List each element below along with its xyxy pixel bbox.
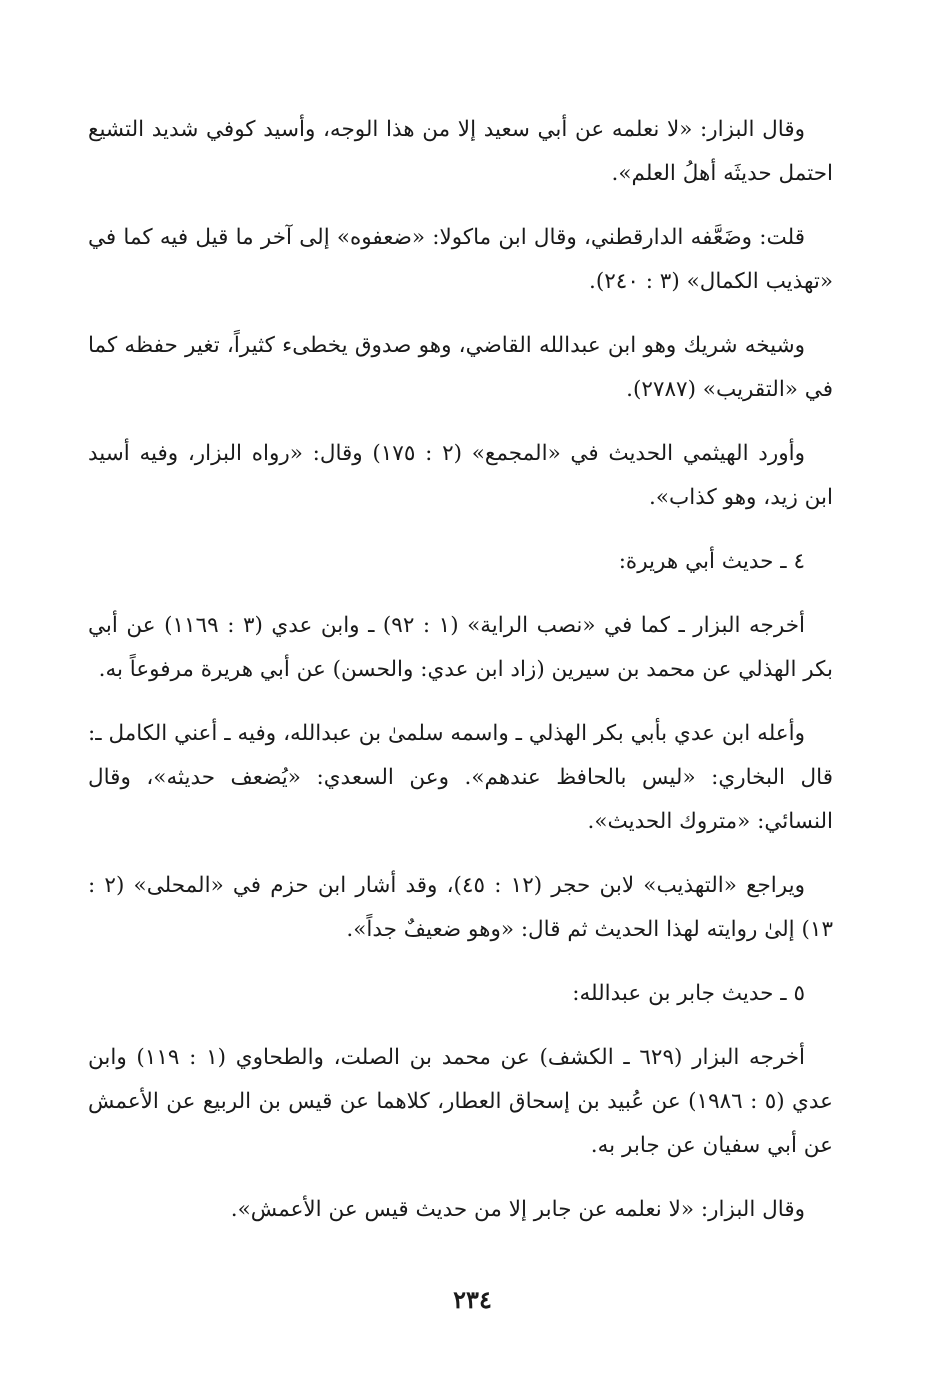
paragraph-daraqutni: قلت: وضَعَّفه الدارقطني، وقال ابن ماكولا: «ضعفوه» إلى آخر ما قيل فيه كما في «تهذيب الكمال» (٣ : ٢٤٠).	[88, 225, 833, 294]
paragraph-bazzar-quote: وقال البزار: «لا نعلمه عن أبي سعيد إلا من هذا الوجه، وأسيد كوفي شديد التشيع احتمل حديثَه أهلُ العلم».	[88, 117, 833, 186]
paragraph-haythami: وأورد الهيثمي الحديث في «المجمع» (٢ : ١٧٥) وقال: «رواه البزار، وفيه أسيد ابن زيد، وهو كذاب».	[88, 441, 833, 510]
paragraph-sharik: وشيخه شريك وهو ابن عبدالله القاضي، وهو صدوق يخطىء كثيراً، تغير حفظه كما في «التقريب» (٢٧٨٧).	[88, 333, 833, 402]
paragraph-takhrij-abu-hurayra: أخرجه البزار ـ كما في «نصب الراية» (١ : ٩٢) ـ وابن عدي (٣ : ١١٦٩) عن أبي بكر الهذلي عن محمد بن سيرين (زاد ابن عدي: والحسن) عن أبي هريرة مرفوعاً به.	[88, 613, 833, 682]
paragraph-bazzar-jabir: وقال البزار: «لا نعلمه عن جابر إلا من حديث قيس عن الأعمش».	[230, 1197, 805, 1222]
paragraph-takhrij-jabir: أخرجه البزار (٦٢٩ ـ الكشف) عن محمد بن الصلت، والطحاوي (١ : ١١٩) وابن عدي (٥ : ١٩٨٦) عن عُبيد بن إسحاق العطار، كلاهما عن قيس بن الربيع عن الأعمش عن أبي سفيان عن جابر به.	[88, 1045, 834, 1158]
paragraph-illa-hudhali: وأعله ابن عدي بأبي بكر الهذلي ـ واسمه سلمىٰ بن عبدالله، وفيه ـ أعني الكامل ـ: قال البخاري: «ليس بالحافظ عندهم». وعن السعدي: «يُضعف حديثه»، وقال النسائي: «متروك الحديث».	[88, 721, 833, 834]
page-number: ٢٣٤	[453, 1285, 492, 1314]
page-body	[88, 108, 833, 1252]
section-heading-jabir: ٥ ـ حديث جابر بن عبدالله:	[572, 981, 805, 1006]
paragraph-tahdhib-muhalla: ويراجع «التهذيب» لابن حجر (١٢ : ٤٥)، وقد أشار ابن حزم في «المحلى» (٢ : ١٣) إلىٰ روايته لهذا الحديث ثم قال: «وهو ضعيفٌ جداً».	[88, 873, 833, 942]
section-heading-abu-hurayra: ٤ ـ حديث أبي هريرة:	[618, 549, 805, 574]
